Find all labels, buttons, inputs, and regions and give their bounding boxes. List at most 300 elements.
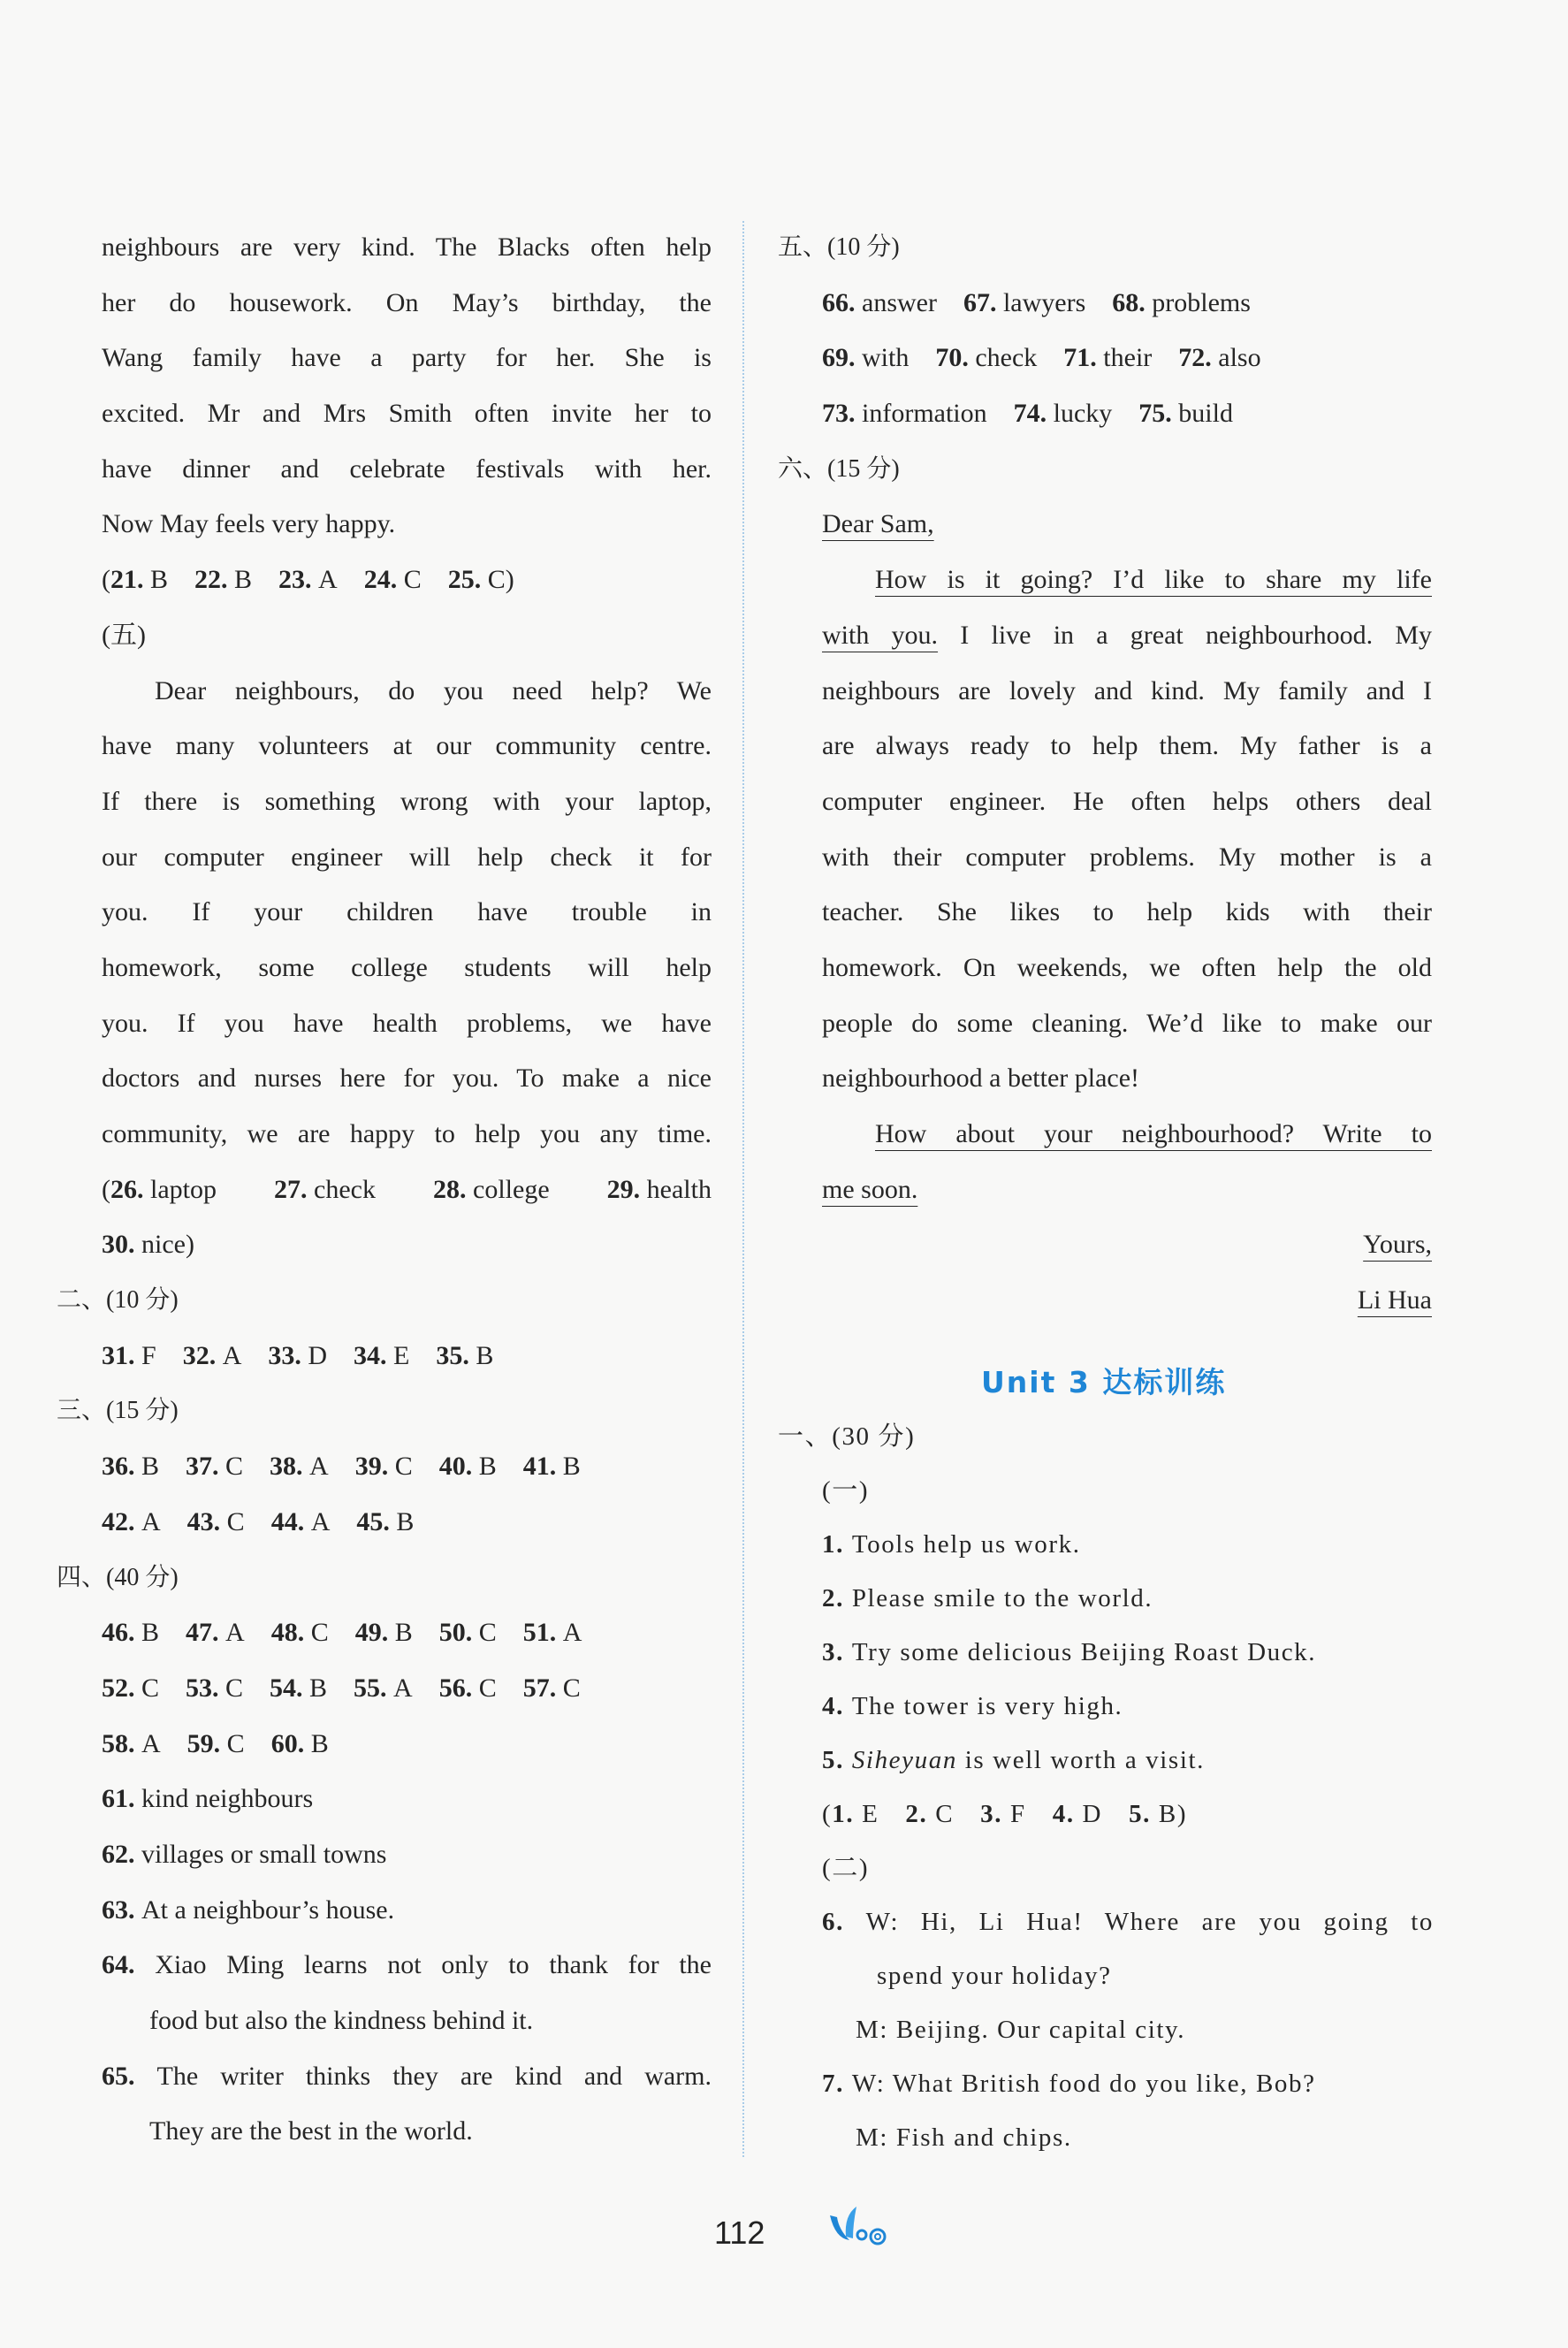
answer-text: is well worth a visit. xyxy=(956,1746,1205,1774)
question-number: 75. xyxy=(1138,399,1179,429)
answer-item xyxy=(822,1572,1153,1626)
question-number: 72. xyxy=(1178,343,1219,373)
underlined-text: How about your neighbourhood? Write to xyxy=(875,1119,1432,1148)
answer-text: Please smile to the world. xyxy=(851,1584,1153,1612)
answer-item xyxy=(356,1495,414,1551)
text-line xyxy=(725,774,1432,830)
underlined-text: me soon. xyxy=(822,1174,918,1204)
question-number: 51. xyxy=(522,1618,563,1648)
text-line xyxy=(725,941,1432,996)
answer-text: A xyxy=(225,1618,245,1648)
text-line xyxy=(725,1051,1432,1107)
question-number: 37. xyxy=(186,1452,226,1482)
text-line xyxy=(725,1107,1432,1163)
answer-item xyxy=(102,1827,386,1883)
answer-text: C xyxy=(394,1452,413,1482)
answer-item xyxy=(364,553,422,608)
answer-item xyxy=(433,1163,550,1218)
answer-item xyxy=(935,331,1037,386)
answer-text: college xyxy=(473,1174,550,1204)
text-line xyxy=(725,608,1432,664)
answer-text: C xyxy=(562,1673,581,1703)
answer-row xyxy=(725,1518,1434,1572)
question-number: 5. xyxy=(1129,1800,1159,1828)
paragraph-text: her do housework. On May’s birthday, the xyxy=(102,287,712,317)
text-line xyxy=(0,220,712,276)
text-line xyxy=(0,1107,712,1163)
bracket: ( xyxy=(822,1800,833,1828)
underlined-text: Li Hua xyxy=(1357,1285,1432,1315)
question-number: 71. xyxy=(1063,343,1104,373)
answer-text: A xyxy=(141,1506,161,1536)
answer-row xyxy=(0,1827,712,1883)
question-number: 55. xyxy=(354,1673,394,1703)
question-number: 1. xyxy=(832,1800,863,1828)
answer-text: A xyxy=(562,1618,582,1648)
bracket: ) xyxy=(505,565,514,595)
answer-item xyxy=(186,1661,243,1717)
paragraph-text: Now May feels very happy. xyxy=(102,509,396,539)
answer-text: B xyxy=(141,1452,160,1482)
paragraph-text: doctors and nurses here for you. To make a nice xyxy=(102,1063,712,1094)
answer-item xyxy=(1063,331,1152,386)
answer-text: C xyxy=(935,1800,955,1828)
answer-text: lawyers xyxy=(1002,287,1086,317)
text-line xyxy=(725,1163,1432,1218)
right-column-bottom xyxy=(725,1410,1467,2165)
answer-text: C xyxy=(226,1728,245,1758)
answer-text: B xyxy=(562,1452,581,1482)
answer-text: C xyxy=(478,1673,497,1703)
italic-text: Siheyuan xyxy=(851,1746,957,1774)
answer-text: C xyxy=(403,565,422,595)
question-number: 67. xyxy=(963,287,1003,317)
paragraph-text: homework. On weekends, we often help the old xyxy=(822,952,1432,982)
answer-text: A xyxy=(141,1728,161,1758)
question-number: 61. xyxy=(102,1784,141,1814)
answer-item xyxy=(980,1788,1026,1841)
question-number: 49. xyxy=(354,1618,395,1648)
question-number: 25. xyxy=(447,565,488,595)
bracket: ( xyxy=(102,565,110,595)
paragraph-text: have many volunteers at our community centre. xyxy=(102,731,712,761)
answer-row xyxy=(0,1661,712,1717)
answer-item xyxy=(355,1439,413,1495)
text-line xyxy=(0,664,712,720)
paragraph-text: you. If you have health problems, we have xyxy=(102,1008,712,1038)
answer-row xyxy=(0,1329,712,1384)
question-number: 57. xyxy=(522,1673,563,1703)
answer-row xyxy=(725,2057,1434,2111)
answer-item xyxy=(102,1772,313,1827)
answer-item xyxy=(822,2057,1316,2111)
answer-text: B xyxy=(394,1618,413,1648)
paragraph-text: M: Beijing. Our capital city. xyxy=(856,2016,1186,2044)
answer-item xyxy=(186,1439,243,1495)
answer-row xyxy=(725,1895,1434,1949)
answer-row xyxy=(725,386,1432,442)
question-number: 50. xyxy=(438,1618,479,1648)
question-number: 60. xyxy=(270,1728,311,1758)
text-line xyxy=(0,497,712,553)
answer-text: Tools help us work. xyxy=(851,1530,1081,1559)
text-line xyxy=(0,941,712,996)
answer-text: C xyxy=(141,1673,160,1703)
text-line xyxy=(0,830,712,886)
answer-item xyxy=(1014,386,1113,442)
answer-text: check xyxy=(975,343,1038,373)
answer-item xyxy=(102,553,168,608)
question-number: 38. xyxy=(270,1452,310,1482)
answer-row xyxy=(0,1439,712,1495)
text-line xyxy=(725,2003,1434,2057)
answer-text: A xyxy=(222,1340,242,1370)
answer-item xyxy=(822,1626,1316,1680)
answer-item xyxy=(271,1495,331,1551)
answer-text: information xyxy=(862,399,987,429)
question-number: 2. xyxy=(905,1800,936,1828)
question-number: 7. xyxy=(822,2070,852,2098)
answer-row xyxy=(0,1605,712,1661)
text-line xyxy=(725,497,1432,553)
answer-text: problems xyxy=(1152,287,1251,317)
answer-item xyxy=(822,1895,1434,1949)
question-number: 39. xyxy=(354,1452,395,1482)
answer-text: answer xyxy=(862,287,937,317)
paragraph-text: people do some cleaning. We’d like to make our xyxy=(822,1008,1432,1038)
answer-text: check xyxy=(314,1174,376,1204)
answer-item xyxy=(822,1680,1123,1734)
answer-item xyxy=(102,1329,156,1384)
answer-item xyxy=(1053,1788,1102,1841)
answer-text: laptop xyxy=(150,1174,217,1204)
paragraph-text: with their computer problems. My mother is a xyxy=(822,842,1432,872)
answer-item xyxy=(102,1605,159,1661)
paragraph-text: I live in a great neighbourhood. My xyxy=(938,620,1432,650)
answer-text: D xyxy=(308,1340,328,1370)
underlined-text: Yours, xyxy=(1363,1230,1432,1260)
section-header: 一、(30 分) xyxy=(778,1422,916,1451)
answer-item xyxy=(822,331,909,386)
answer-item xyxy=(1112,276,1251,332)
text-line xyxy=(0,276,712,332)
answer-item xyxy=(102,1938,712,1994)
question-number: 41. xyxy=(522,1452,563,1482)
paragraph-text: They are the best in the world. xyxy=(149,2116,473,2146)
answer-text: C xyxy=(226,1506,245,1536)
text-line xyxy=(0,774,712,830)
question-number: 74. xyxy=(1013,399,1054,429)
answer-row xyxy=(0,1772,712,1827)
question-number: 66. xyxy=(822,287,862,317)
answer-text: B xyxy=(309,1673,328,1703)
answer-text: lucky xyxy=(1053,399,1113,429)
page-number: 112 xyxy=(714,2215,765,2251)
answer-item xyxy=(102,1439,159,1495)
answer-row xyxy=(725,331,1432,386)
answer-item xyxy=(822,1518,1081,1572)
answer-text: B xyxy=(476,1340,494,1370)
question-number: 29. xyxy=(606,1174,647,1204)
answer-row xyxy=(0,1883,712,1939)
answer-item xyxy=(1138,386,1233,442)
question-number: 73. xyxy=(822,399,862,429)
underlined-text: with you. xyxy=(822,620,939,650)
bracket: ) xyxy=(185,1230,194,1260)
paragraph-text: (五) xyxy=(102,620,146,650)
answer-item xyxy=(523,1439,581,1495)
answer-row xyxy=(725,1788,1434,1841)
answer-item xyxy=(102,1217,194,1273)
paragraph-text: spend your holiday? xyxy=(877,1962,1112,1990)
question-number: 45. xyxy=(356,1506,397,1536)
answer-item xyxy=(963,276,1085,332)
answer-item xyxy=(102,1661,159,1717)
answer-text: health xyxy=(646,1174,712,1204)
question-number: 4. xyxy=(822,1692,852,1720)
answer-item xyxy=(274,1163,376,1218)
answer-text: nice xyxy=(141,1230,186,1260)
answer-text: B xyxy=(1158,1800,1177,1828)
question-number: 48. xyxy=(270,1618,311,1648)
answer-item xyxy=(822,1788,879,1841)
answer-row xyxy=(0,1217,712,1273)
answer-row xyxy=(0,553,712,608)
question-number: 23. xyxy=(278,565,319,595)
answer-text: A xyxy=(318,565,338,595)
answer-text: Xiao Ming learns not only to thank for the xyxy=(155,1950,712,1980)
answer-item xyxy=(270,1439,329,1495)
text-line xyxy=(725,1273,1432,1329)
question-number: 46. xyxy=(102,1618,141,1648)
text-line xyxy=(0,885,712,941)
paragraph-text: (一) xyxy=(822,1476,870,1505)
question-number: 68. xyxy=(1112,287,1153,317)
text-line xyxy=(0,442,712,498)
answer-text: B xyxy=(396,1506,415,1536)
question-number: 69. xyxy=(822,343,862,373)
paragraph-text: neighbours are lovely and kind. My family and I xyxy=(822,675,1432,705)
answer-item xyxy=(436,1329,493,1384)
answer-text: The writer thinks they are kind and warm. xyxy=(156,2061,712,2091)
question-number: 4. xyxy=(1052,1800,1083,1828)
answer-item xyxy=(905,1788,954,1841)
answer-row xyxy=(0,1938,712,1994)
answer-text: Try some delicious Beijing Roast Duck. xyxy=(851,1638,1317,1666)
answer-row xyxy=(0,1163,712,1218)
answer-text: B xyxy=(141,1618,160,1648)
question-number: 59. xyxy=(186,1728,227,1758)
answer-text: A xyxy=(310,1506,331,1536)
paragraph-text: Dear neighbours, do you need help? We xyxy=(155,675,712,705)
question-number: 27. xyxy=(274,1174,315,1204)
section-header: 二、(10 分) xyxy=(57,1286,179,1315)
question-number: 40. xyxy=(438,1452,479,1482)
answer-item xyxy=(187,1495,245,1551)
answer-item xyxy=(822,276,937,332)
paragraph-text: excited. Mr and Mrs Smith often invite her to xyxy=(102,399,712,429)
question-number: 21. xyxy=(110,565,150,595)
text-line xyxy=(725,885,1432,941)
answer-text: C xyxy=(225,1452,244,1482)
paragraph-text: you. If your children have trouble in xyxy=(102,897,712,927)
answer-item xyxy=(278,553,338,608)
paragraph-text: are always ready to help them. My father is a xyxy=(822,731,1432,761)
answer-text: kind neighbours xyxy=(141,1784,314,1814)
answer-item xyxy=(102,1717,161,1772)
question-number: 56. xyxy=(438,1673,479,1703)
answer-row xyxy=(0,2049,712,2105)
paragraph-text: our computer engineer will help check it for xyxy=(102,842,712,872)
answer-item xyxy=(187,1717,245,1772)
text-line xyxy=(0,996,712,1052)
question-number: 54. xyxy=(270,1673,310,1703)
answer-text: The tower is very high. xyxy=(851,1692,1123,1720)
answer-item xyxy=(523,1661,581,1717)
question-number: 2. xyxy=(822,1584,852,1612)
paragraph-text: If there is something wrong with your laptop, xyxy=(102,786,712,816)
question-number: 33. xyxy=(268,1340,308,1370)
answer-item xyxy=(523,1605,582,1661)
answer-text: W: What British food do you like, Bob? xyxy=(851,2070,1316,2098)
right-column-top xyxy=(725,220,1467,1329)
answer-text: B xyxy=(310,1728,329,1758)
answer-item xyxy=(102,1163,217,1218)
paragraph-text: neighbourhood a better place! xyxy=(822,1063,1140,1094)
paragraph-text: teacher. She likes to help kids with their xyxy=(822,897,1432,927)
answer-item xyxy=(102,1883,394,1939)
paragraph-text: computer engineer. He often helps others deal xyxy=(822,786,1432,816)
answer-item xyxy=(271,1605,329,1661)
answer-text: E xyxy=(862,1800,879,1828)
question-number: 1. xyxy=(822,1530,852,1559)
unit-title: Unit 3 达标训练 xyxy=(981,1365,1227,1399)
answer-text: also xyxy=(1218,343,1261,373)
answer-item xyxy=(439,1661,497,1717)
paragraph-text: community, we are happy to help you any time. xyxy=(102,1119,712,1148)
answer-text: B xyxy=(234,565,253,595)
underlined-text: Dear Sam, xyxy=(822,509,934,539)
question-number: 53. xyxy=(186,1673,226,1703)
underlined-text: How is it going? I’d like to share my life xyxy=(875,565,1432,595)
answer-text: F xyxy=(141,1340,156,1370)
answer-text: villages or small towns xyxy=(141,1839,387,1869)
paragraph-text: Wang family have a party for her. She is xyxy=(102,343,712,373)
question-number: 58. xyxy=(102,1728,141,1758)
question-number: 31. xyxy=(102,1340,141,1370)
paragraph-text: homework, some college students will help xyxy=(102,952,712,982)
answer-row xyxy=(0,1495,712,1551)
answer-item xyxy=(1178,331,1260,386)
answer-text: C xyxy=(478,1618,497,1648)
text-line xyxy=(725,1464,1434,1518)
question-number: 30. xyxy=(102,1230,141,1260)
question-number: 44. xyxy=(270,1506,311,1536)
question-number: 6. xyxy=(822,1908,866,1936)
question-number: 32. xyxy=(182,1340,223,1370)
answer-item xyxy=(822,386,987,442)
answer-item xyxy=(822,1734,1205,1788)
answer-text: B xyxy=(478,1452,497,1482)
answer-item xyxy=(1129,1788,1187,1841)
question-number: 22. xyxy=(194,565,235,595)
paragraph-text: have dinner and celebrate festivals with her. xyxy=(102,454,712,484)
text-line xyxy=(725,1949,1434,2003)
answer-item xyxy=(439,1439,497,1495)
answer-item xyxy=(194,553,252,608)
answer-item xyxy=(354,1661,413,1717)
answer-item xyxy=(354,1329,409,1384)
question-number: 35. xyxy=(436,1340,476,1370)
left-column xyxy=(0,220,742,2160)
text-line xyxy=(0,1051,712,1107)
text-line xyxy=(725,1841,1434,1895)
question-number: 28. xyxy=(433,1174,474,1204)
section-header: 三、(15 分) xyxy=(57,1397,179,1425)
question-number: 34. xyxy=(354,1340,394,1370)
question-number: 24. xyxy=(363,565,404,595)
text-line xyxy=(0,331,712,386)
section-header: 五、(10 分) xyxy=(778,233,900,261)
text-line xyxy=(725,719,1432,774)
text-line xyxy=(0,2104,712,2160)
answer-text: B xyxy=(150,565,169,595)
question-number: 3. xyxy=(822,1638,852,1666)
answer-text: C xyxy=(310,1618,329,1648)
text-line xyxy=(0,386,712,442)
question-number: 63. xyxy=(102,1894,141,1925)
answer-row xyxy=(725,276,1432,332)
question-number: 52. xyxy=(102,1673,141,1703)
text-line xyxy=(725,664,1432,720)
answer-row xyxy=(725,1572,1434,1626)
answer-item xyxy=(270,1661,327,1717)
answer-item xyxy=(102,2049,712,2105)
answer-text: C xyxy=(225,1673,244,1703)
text-line xyxy=(0,1994,712,2049)
question-number: 43. xyxy=(186,1506,227,1536)
text-line xyxy=(0,719,712,774)
answer-item xyxy=(102,1495,161,1551)
question-number: 36. xyxy=(102,1452,141,1482)
text-line xyxy=(725,996,1432,1052)
answer-text: their xyxy=(1103,343,1153,373)
text-line xyxy=(725,2111,1434,2165)
answer-text: At a neighbour’s house. xyxy=(141,1894,395,1925)
answer-row xyxy=(725,1626,1434,1680)
text-line xyxy=(725,553,1432,608)
answer-item xyxy=(268,1329,327,1384)
section-header: 六、(15 分) xyxy=(778,454,900,483)
question-number: 47. xyxy=(186,1618,226,1648)
answer-text: A xyxy=(393,1673,413,1703)
paragraph-text: (二) xyxy=(822,1854,870,1882)
answer-item xyxy=(607,1163,712,1218)
question-number: 5. xyxy=(822,1746,852,1774)
answer-row xyxy=(725,1680,1434,1734)
answer-text: W: Hi, Li Hua! Where are you going to xyxy=(865,1908,1434,1936)
answer-item xyxy=(355,1605,413,1661)
text-line xyxy=(0,608,712,664)
butterfly-logo-icon xyxy=(826,2203,897,2247)
bracket: ) xyxy=(1176,1800,1188,1828)
answer-text: with xyxy=(862,343,910,373)
question-number: 62. xyxy=(102,1839,141,1869)
question-number: 65. xyxy=(102,2061,157,2091)
answer-item xyxy=(186,1605,245,1661)
answer-item xyxy=(439,1605,497,1661)
answer-text: E xyxy=(393,1340,410,1370)
